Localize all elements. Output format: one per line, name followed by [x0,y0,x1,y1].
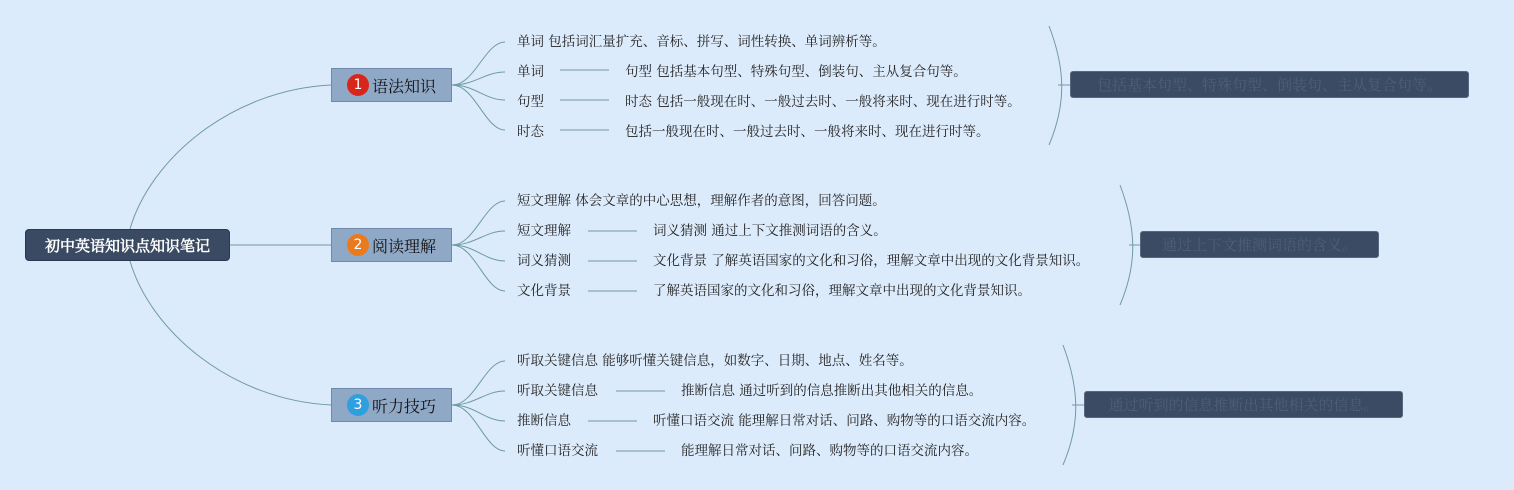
branch-title: 语法知识 [371,76,436,96]
badge-number-3: 3 [347,394,369,416]
leaf-item[interactable]: 文化背景 [517,283,571,299]
leaf-detail[interactable]: 文化背景 了解英语国家的文化和习俗，理解文章中出现的文化背景知识。 [653,253,1090,269]
leaf-detail[interactable]: 能理解日常对话、问路、购物等的口语交流内容。 [681,443,978,459]
leaf-item[interactable]: 听取关键信息 [517,383,598,399]
leaf-item[interactable]: 听取关键信息 能够听懂关键信息，如数字、日期、地点、姓名等。 [517,353,913,369]
leaf-item[interactable]: 时态 [517,124,544,140]
summary-text: 包括基本句型、特殊句型、倒装句、主从复合句等。 [1096,76,1442,94]
connector-root-branch-1 [130,85,331,229]
leaf-detail[interactable]: 包括一般现在时、一般过去时、一般将来时、现在进行时等。 [625,124,990,140]
leaf-detail[interactable]: 了解英语国家的文化和习俗，理解文章中出现的文化背景知识。 [653,283,1031,299]
branch-title: 阅读理解 [371,236,436,256]
summary-text: 通过听到的信息推断出其他相关的信息。 [1108,396,1379,414]
leaf-detail[interactable]: 词义猜测 通过上下文推测词语的含义。 [653,223,887,239]
leaf-detail[interactable]: 句型 包括基本句型、特殊句型、倒装句、主从复合句等。 [625,64,967,80]
summary-text: 通过上下文推测词语的含义。 [1161,236,1357,254]
root-title: 初中英语知识点知识笔记 [44,236,210,255]
branch-node-reading[interactable] [331,228,452,262]
leaf-detail[interactable]: 听懂口语交流 能理解日常对话、问路、购物等的口语交流内容。 [653,413,1036,429]
leaf-item[interactable]: 句型 [517,94,544,110]
leaf-item[interactable]: 单词 包括词汇量扩充、音标、拼写、词性转换、单词辨析等。 [517,34,886,50]
leaf-item[interactable]: 听懂口语交流 [517,443,598,459]
branch-node-listening[interactable] [331,388,452,422]
leaf-item[interactable]: 单词 [517,64,544,80]
leaf-item[interactable]: 词义猜测 [517,253,571,269]
leaf-item[interactable]: 短文理解 体会文章的中心思想，理解作者的意图，回答问题。 [517,193,886,209]
leaf-detail[interactable]: 时态 包括一般现在时、一般过去时、一般将来时、现在进行时等。 [625,94,1021,110]
badge-number-1: 1 [347,74,369,96]
badge-number-2: 2 [347,234,369,256]
root-node[interactable] [25,229,230,261]
branch-title: 听力技巧 [371,396,436,416]
leaf-item[interactable]: 短文理解 [517,223,571,239]
summary-node-1[interactable] [1070,71,1469,98]
summary-node-3[interactable] [1084,391,1403,418]
summary-node-2[interactable] [1140,231,1379,258]
connector-root-branch-3 [130,261,331,405]
leaf-detail[interactable]: 推断信息 通过听到的信息推断出其他相关的信息。 [681,383,983,399]
branch-node-grammar[interactable] [331,68,452,102]
leaf-item[interactable]: 推断信息 [517,413,571,429]
